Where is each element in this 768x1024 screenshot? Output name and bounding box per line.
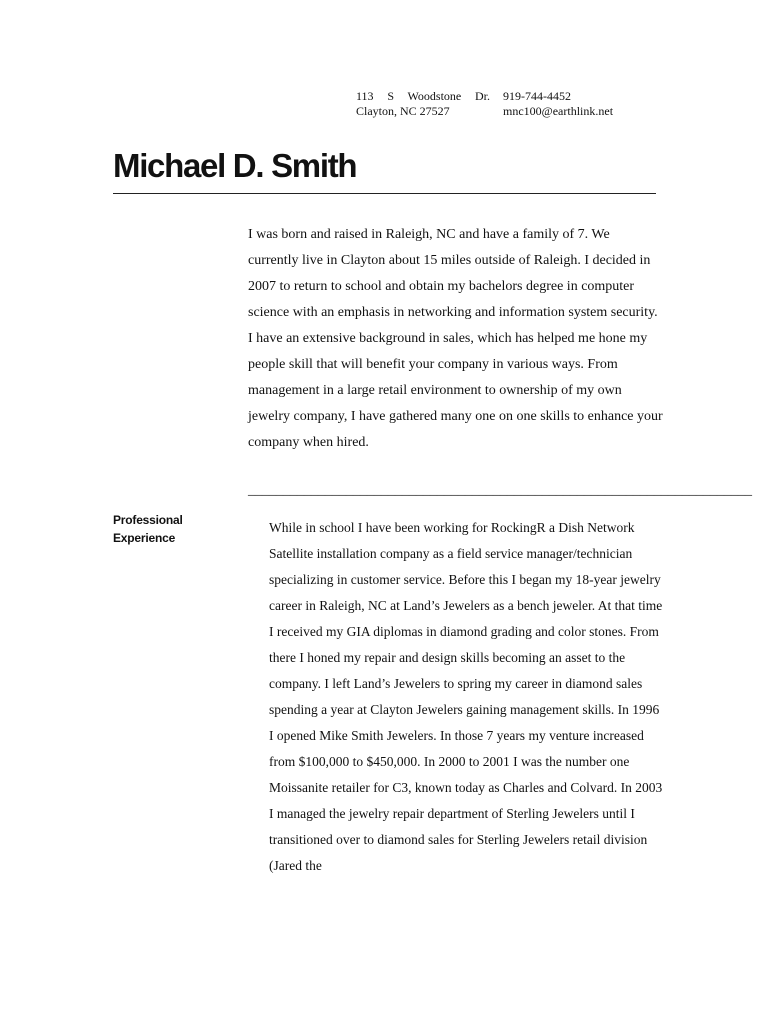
section-label-professional-experience: Professional Experience xyxy=(113,513,183,545)
experience-section xyxy=(269,515,663,879)
resume-name-heading: Michael D. Smith xyxy=(113,147,357,184)
summary-underline: ________________________________________________________________________ xyxy=(248,483,752,498)
summary-paragraph: I was born and raised in Raleigh, NC and have a family of 7. We currently live in Clayton about 15 miles outside of Raleigh. I decided in 2007 to return to school and obtain my bachelors degree in computer science with an emphasis in networking and information system security. I have an extensive background in sales, which has helped me hone my people skill that will benefit your company in various ways. From management in a large retail environment to ownership of my own jewelry company, I have gathered many one on one skills to enhance your company when hired. xyxy=(248,227,663,450)
email-address: mnc100@earthlink.net xyxy=(503,104,614,118)
heading-divider xyxy=(113,193,656,194)
contact-reach xyxy=(503,89,633,119)
address-line-1: 113 S Woodstone Dr. xyxy=(356,89,490,103)
phone-number: 919-744-4452 xyxy=(503,89,571,103)
contact-address xyxy=(356,89,490,119)
summary-section xyxy=(248,222,663,456)
experience-paragraph: While in school I have been working for RockingR a Dish Network Satellite installation company as a field service manager/technician specializing in customer service. Before this I began my 18-year jewelry career in Raleigh, NC at Land’s Jewelers as a bench jeweler. At that time I received my GIA diplomas in diamond grading and color stones. From there I honed my repair and design skills becoming an asset to the company. I left Land’s Jewelers to spring my career in diamond sales spending a year at Clayton Jewelers gaining management skills. In 1996 I opened Mike Smith Jewelers. In those 7 years my venture increased from $100,000 to $450,000. In 2000 to 2001 I was the number one Moissanite retailer for C3, known today as Charles and Colvard. In 2003 I managed the jewelry repair department of Sterling Jewelers until I transitioned over to diamond sales for Sterling Jewelers retail division (Jared the xyxy=(269,520,663,873)
address-line-2: Clayton, NC 27527 xyxy=(356,104,450,118)
